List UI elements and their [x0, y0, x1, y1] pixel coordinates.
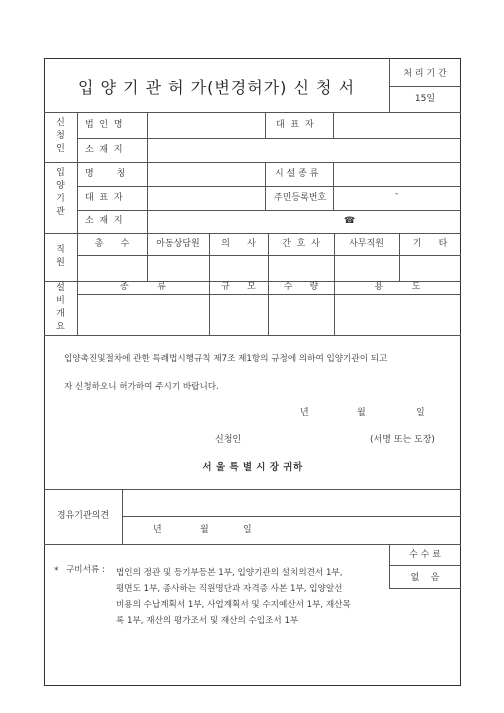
fee-value: 없 음: [410, 573, 440, 583]
application-date-day: 일: [416, 408, 425, 418]
form-title: 입 양 기 관 허 가(변경허가) 신 청 서: [77, 78, 356, 97]
phone-icon: ☎: [344, 216, 356, 226]
staff-office-header: 사무직원: [349, 239, 384, 249]
processing-period-value: 15일: [414, 94, 436, 104]
applicant-signature-label: 신청인: [215, 435, 242, 445]
col-line: [265, 162, 266, 210]
row-line: [44, 162, 461, 163]
processing-divider: [389, 86, 461, 87]
row-line: [122, 516, 461, 517]
applicant-section-label: 신 청 인: [56, 118, 65, 154]
row-line: [389, 565, 461, 566]
documents-line-4: 록 1부, 재산의 평가조서 및 재산의 수입조서 1부: [116, 616, 299, 626]
row-line: [77, 210, 461, 211]
staff-nurse-header: 간 호 사: [282, 239, 320, 249]
opinion-date-day: 일: [243, 525, 252, 535]
agency-representative-label: 대 표 자: [85, 193, 123, 203]
fee-label: 수 수 료: [409, 550, 441, 560]
row-line: [77, 186, 461, 187]
addressee: 서 울 특 별 시 장 귀하: [202, 462, 303, 473]
corp-name-label: 법 인 명: [85, 120, 123, 130]
staff-other-header: 기 타: [412, 239, 448, 249]
facility-type-label: 시 설 종 류: [275, 169, 319, 179]
facility-scale-header: 규 모: [221, 282, 256, 292]
staff-total-header: 총 수: [94, 239, 130, 249]
documents-bullet: *: [54, 566, 59, 576]
row-line: [44, 112, 461, 113]
representative-label: 대 표 자: [276, 120, 314, 130]
row-line: [44, 489, 461, 490]
opinion-date-month: 월: [200, 525, 209, 535]
row-line: [77, 255, 461, 256]
col-line: [333, 162, 334, 210]
application-date-year: 년: [300, 408, 309, 418]
agency-address-label: 소 재 지: [85, 216, 123, 226]
section-col-divider: [77, 112, 78, 335]
col-line: [265, 112, 266, 138]
facility-quantity-header: 수 량: [283, 282, 319, 292]
facility-section-label: 설 비 개 요: [56, 283, 65, 332]
sign-or-seal-label: (서명 또는 도장): [370, 435, 435, 445]
agency-name-label: 명 칭: [85, 169, 126, 179]
resident-number-dash: -: [395, 189, 399, 199]
application-date-month: 월: [357, 408, 366, 418]
col-line: [122, 489, 123, 544]
documents-line-3: 비용의 수납계획서 1부, 사업계획서 및 수지예산서 1부, 재산목: [116, 600, 351, 610]
row-line: [389, 588, 461, 589]
row-line: [44, 544, 461, 545]
agency-section-label: 입 양 기 관: [56, 168, 65, 217]
col-line: [333, 112, 334, 138]
statement-line-1: 입양촉진및절차에 관한 특례법시행규칙 제7조 제1항의 규정에 의하여 입양기관이 되고: [64, 354, 388, 364]
documents-label: 구비서류 :: [66, 565, 105, 575]
row-line: [77, 138, 461, 139]
resident-number-label: 주민등록번호: [274, 193, 327, 203]
staff-section-label: 직 원: [56, 245, 65, 268]
opinion-date-year: 년: [153, 525, 162, 535]
applicant-address-label: 소 재 지: [85, 145, 123, 155]
processing-period-label: 처 리 기 간: [403, 69, 447, 79]
col-line: [147, 162, 148, 233]
documents-line-1: 법인의 정관 및 등기부등본 1부, 입양기관의 설치의견서 1부,: [116, 568, 343, 578]
row-line: [44, 335, 461, 336]
opinion-label: 경유기관의견: [56, 511, 110, 521]
row-line: [77, 294, 461, 295]
facility-type-header: 종 류: [120, 282, 166, 292]
statement-line-2: 자 신청하오니 허가하여 주시기 바랍니다.: [64, 382, 219, 392]
facility-purpose-header: 용 도: [374, 282, 421, 292]
staff-doctor-header: 의 사: [221, 239, 256, 249]
documents-line-2: 평면도 1부, 종사하는 직원명단과 자격증 사본 1부, 입양알선: [116, 584, 343, 594]
col-line: [147, 112, 148, 162]
staff-counselor-header: 아동상담원: [156, 239, 200, 249]
